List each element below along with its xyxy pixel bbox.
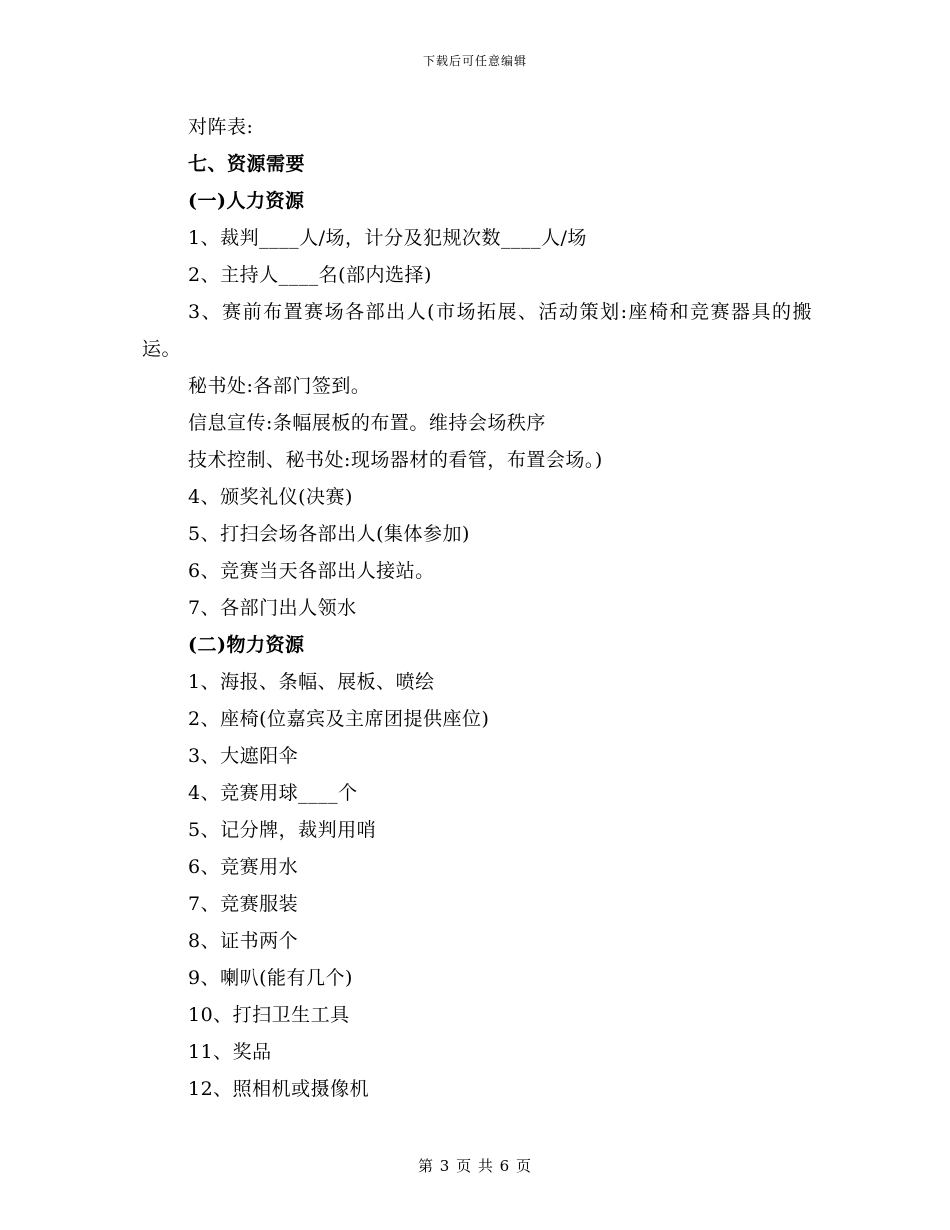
subsection-heading: (一)人力资源 (188, 190, 305, 212)
list-item: 3、大遮阳伞 (188, 745, 299, 767)
list-item: 7、各部门出人领水 (188, 597, 357, 619)
list-item: 9、喇叭(能有几个) (188, 967, 353, 989)
list-item: 1、海报、条幅、展板、喷绘 (188, 671, 435, 693)
subsection-heading: (二)物力资源 (188, 634, 305, 656)
list-item: 6、竞赛当天各部出人接站。 (188, 560, 435, 582)
list-item: 5、打扫会场各部出人(集体参加) (188, 523, 470, 545)
list-item: 4、颁奖礼仪(决赛) (188, 486, 353, 508)
list-item: 5、记分牌，裁判用哨 (188, 819, 377, 841)
paragraph: 技术控制、秘书处:现场器材的看管，布置会场。) (188, 449, 603, 471)
document-body (142, 109, 812, 1108)
section-heading: 七、资源需要 (188, 153, 306, 175)
list-item: 3、赛前布置赛场各部出人(市场拓展、活动策划:座椅和竞赛器具的搬运。 (142, 301, 812, 360)
paragraph: 信息宣传:条幅展板的布置。维持会场秩序 (188, 412, 546, 434)
list-item: 4、竞赛用球____个 (188, 782, 358, 804)
list-item: 2、主持人____名(部内选择) (188, 264, 432, 286)
page-header-note: 下载后可任意编辑 (422, 54, 527, 68)
list-item: 1、裁判____人/场，计分及犯规次数____人/场 (188, 227, 587, 249)
list-item: 6、竞赛用水 (188, 856, 299, 878)
list-item: 10、打扫卫生工具 (188, 1004, 350, 1026)
list-item: 7、竞赛服装 (188, 893, 299, 915)
paragraph: 秘书处:各部门签到。 (188, 375, 371, 397)
list-item: 11、奖品 (188, 1041, 272, 1063)
list-item: 2、座椅(位嘉宾及主席团提供座位) (188, 708, 490, 730)
list-item: 12、照相机或摄像机 (188, 1078, 370, 1100)
page-number-footer: 第 3 页 共 6 页 (418, 1157, 532, 1175)
list-item: 8、证书两个 (188, 930, 299, 952)
paragraph: 对阵表: (188, 116, 254, 138)
